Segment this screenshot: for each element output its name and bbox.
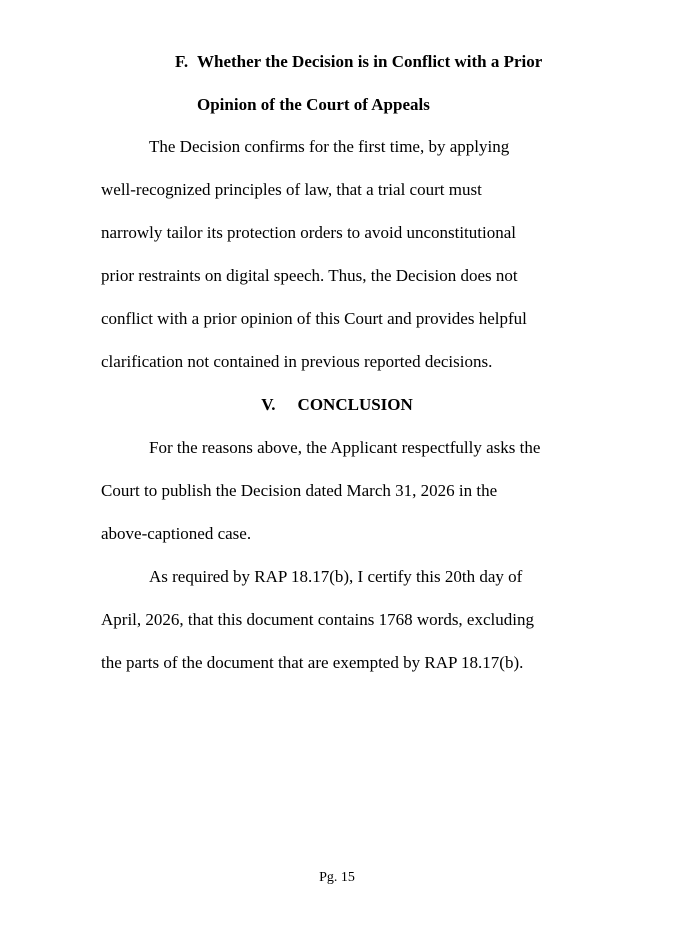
paragraph-line: Court to publish the Decision dated March 31, 2026 in the — [101, 481, 498, 500]
paragraph-line: well-recognized principles of law, that a trial court must — [101, 180, 482, 199]
paragraph-line: above-captioned case. — [101, 524, 252, 543]
paragraph-line: For the reasons above, the Applicant respectfully asks the — [149, 438, 541, 457]
section-v-number: V. — [261, 395, 276, 414]
section-v-title: CONCLUSION — [297, 395, 413, 414]
paragraph-line: prior restraints on digital speech. Thus, the Decision does not — [101, 266, 518, 285]
section-f-title-line1: Whether the Decision is in Conflict with a Prior — [197, 52, 543, 71]
paragraph-word-count-certification — [101, 555, 591, 684]
paragraph-line: the parts of the document that are exempted by RAP 18.17(b). — [101, 653, 524, 672]
section-v-heading — [0, 393, 674, 417]
section-f-heading — [175, 50, 542, 74]
paragraph-line: narrowly tailor its protection orders to avoid unconstitutional — [101, 223, 516, 242]
paragraph-line: As required by RAP 18.17(b), I certify this 20th day of — [149, 567, 523, 586]
page-number: Pg. 15 — [319, 870, 355, 885]
paragraph-line: conflict with a prior opinion of this Court and provides helpful — [101, 309, 527, 328]
paragraph-line: The Decision confirms for the first time, by applying — [149, 137, 510, 156]
section-f-title-line2: Opinion of the Court of Appeals — [197, 95, 430, 114]
paragraph-line: April, 2026, that this document contains 1768 words, excluding — [101, 610, 534, 629]
paragraph-decision-confirms — [101, 125, 591, 383]
section-f-marker: F. — [175, 52, 189, 71]
paragraph-line: clarification not contained in previous reported decisions. — [101, 352, 493, 371]
paragraph-conclusion-request — [101, 426, 591, 555]
